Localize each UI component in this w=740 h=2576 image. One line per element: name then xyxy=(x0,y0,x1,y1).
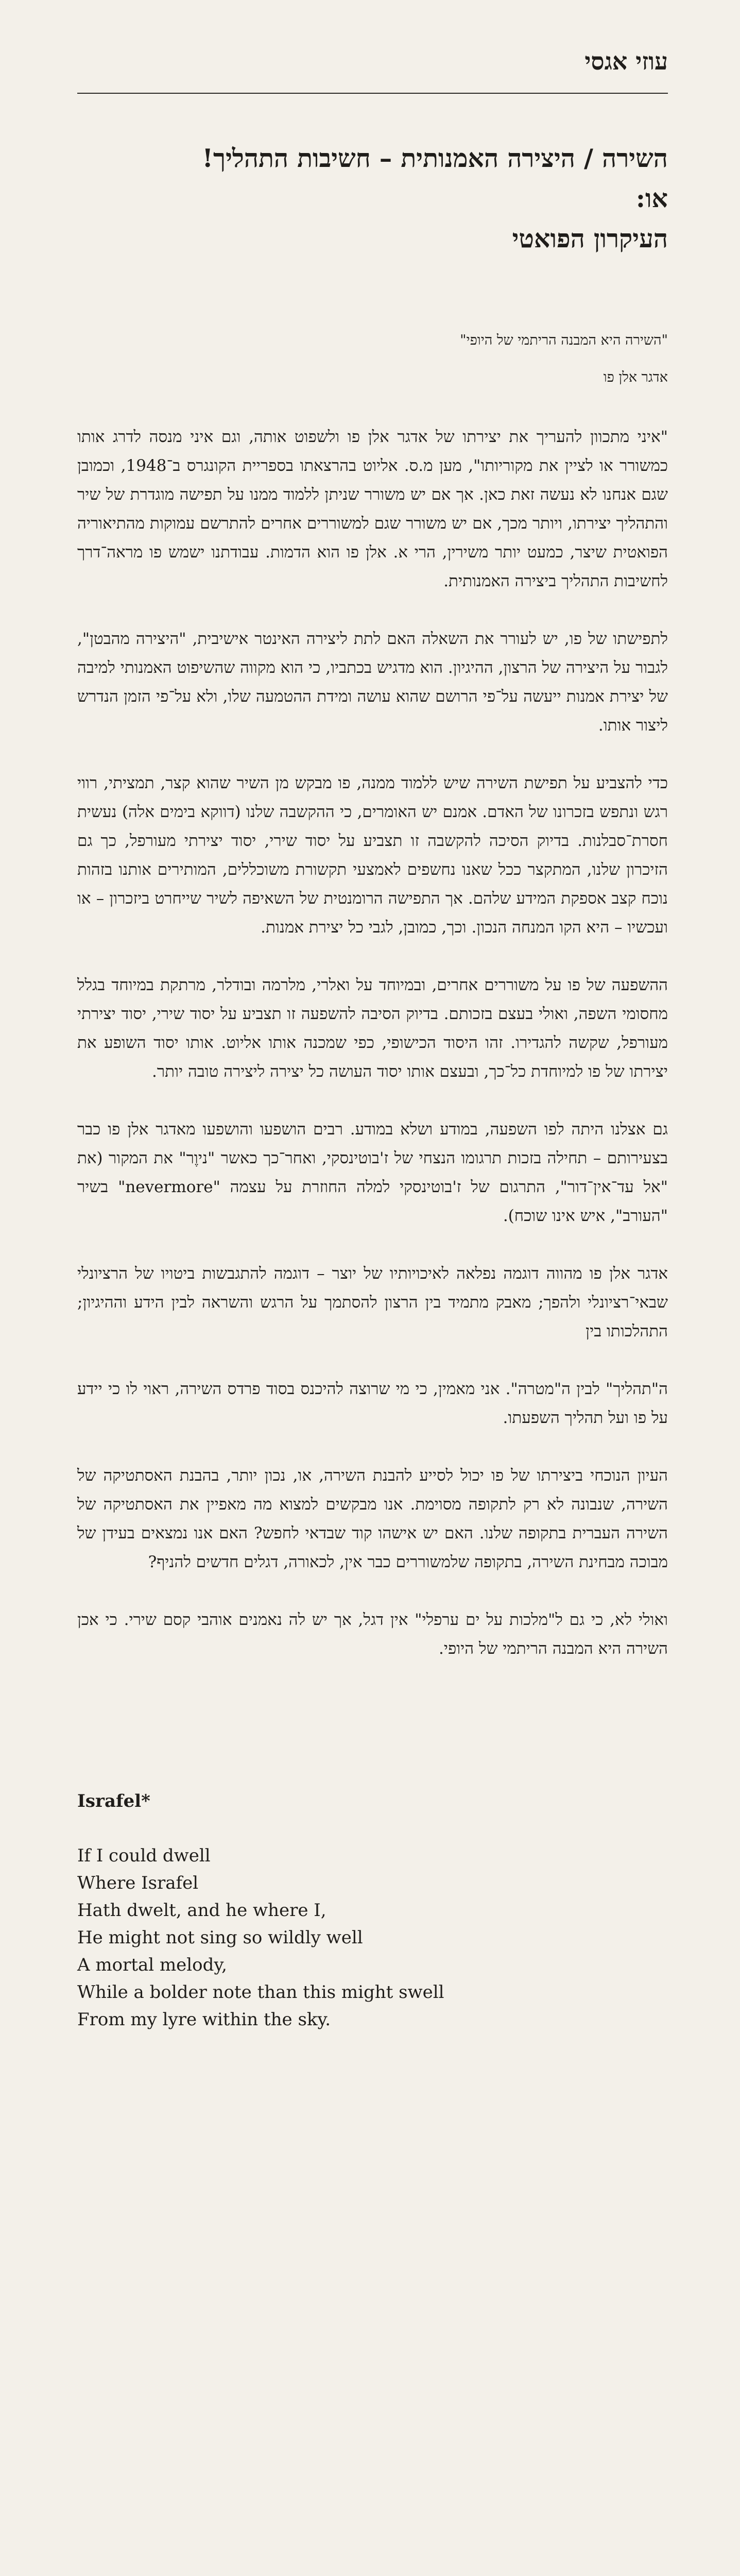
poem-line: From my lyre within the sky. xyxy=(77,2009,331,2030)
body-paragraph-5: גם אצלנו היתה לפו השפעה, במודע ושלא במודע. רבים הושפעו והושפעו מאדגר אלן פו כבר בצעירותם – תחילה בזכות תרגומו הנצחי של ז'בוטינסקי, ואחר־כך כאשר "ניוֶר" את המקור (את "אל עד־אין־דור", התרגום של ז'בוטינסקי למלה החוזרת על עצמה "nevermore" בשיר "העורב", איש אינו שוכח). xyxy=(77,1120,668,1225)
article-body xyxy=(77,422,668,1692)
body-paragraph-6: אדגר אלן פו מהווה דוגמה נפלאה לאיכויותיו של יוצר – דוגמה להתגבשות ביטויו של הרציונלי שבאי־רציונלי ולהפך; מאבק מתמיד בין הרצון להסתמך על הרגש והשראה לבין הידע וההיגיון; התהלכותו בין xyxy=(77,1264,668,1341)
body-paragraph-9: ואולי לא, כי גם ל"מלכות על ים ערפלי" אין דגל, אך יש לה נאמנים אוהבי קסם שירי. כי אכן השירה היא המבנה הריתמי של היופי. xyxy=(77,1611,668,1658)
body-paragraph-8: העיון הנוכחי ביצירתו של פו יכול לסייע להבנת השירה, או, נכון יותר, בהבנת האסתטיקה של השירה, שנבונה לא רק לתקופה מסוימת. אנו מבקשים למצוא מה מאפיין את האסתטיקה של השירה העברית בתקופה שלנו. האם יש אישהו קוד שבדאי לחפש? האם אנו נמצאים בעידן של מבוכה מבחינת השירה, בתקופה שלמשוררים כבר אין, לכאורה, דגלים חדשים להניף? xyxy=(77,1466,668,1571)
header-divider xyxy=(77,93,668,94)
title-line-1: השירה / היצירה האמנותית – חשיבות התהליך! xyxy=(202,143,668,173)
poem-line: A mortal melody, xyxy=(77,1955,227,1975)
poem-line: Hath dwelt, and he where I, xyxy=(77,1900,326,1921)
body-paragraph-3: כדי להצביע על תפישת השירה שיש ללמוד ממנה, פו מבקש מן השיר שהוא קצר, תמציתי, רווי רגש ונתפש בזכרונו של האדם. אמנם יש האומרים, כי ההקשבה שלנו (דווקא בימים אלה) נעשית חסרת־סבלנות. בדיוק הסיכה להקשבה זו תצביע על יסוד שירי, יסוד יצירתי מעורפל, כך גם הזיכרון שלנו, המתקצר ככל שאנו נחשפים לאמצעי תקשורת משוכללים, המותירים אותנו בזהות נוכח קצב אספקת המידע שלהם. אך התפישה הרומנטית של השאיפה לשיר שייחרט ביזכרון – או ועכשיו – היא הקו המנחה הנכון. וכך, כמובן, לגבי כל יצירת אמנות. xyxy=(77,774,668,937)
poem-title: Israfel* xyxy=(77,1791,150,1811)
poem-line: While a bolder note than this might swell xyxy=(77,1982,444,2003)
poem-israfel xyxy=(77,1788,664,2033)
poem-line: If I could dwell xyxy=(77,1845,211,1866)
poem-stanza xyxy=(77,1842,664,2033)
body-paragraph-2: לתפישתו של פו, יש לעורר את השאלה האם לתת ליצירה האינטר אישיבית, "היצירה מהבטן", לגבור על היצירה של הרצון, ההיגיון. הוא מדגיש בכתביו, כי הוא מקווה שהשיפוט האמנותי למיבה של יצירת אמנות ייעשה על־פי הרושם שהוא עושה ומידת ההטמעה שלו, ולא על־פי הזמן הנדרש ליצור אותו. xyxy=(77,630,668,735)
title-line-3: העיקרון הפואטי xyxy=(512,224,668,253)
author-name: עוזי אגסי xyxy=(584,47,668,75)
body-paragraph-7: ה"תהליך" לבין ה"מטרה". אני מאמין, כי מי שרוצה להיכנס בסוד פרדס השירה, ראוי לו כי יידע על פו ועל תהליך השפעתו. xyxy=(77,1380,668,1427)
article-title xyxy=(81,138,668,259)
body-paragraph-1: "איני מתכוון להעריך את יצירתו של אדגר אלן פו ולשפוט אותה, וגם איני מנסה לדרג אותו כמשורר או לציין את מקוריותו", מען מ.ס. אליוט בהרצאתו בספריית הקונגרס ב־1948, וכמובן שגם אנחנו לא נעשה זאת כאן. אך אם יש משורר שניתן ללמוד ממנו על תפישה מוגדרת של שיר והתהליך יצירתו, ויותר מכך, אם יש משורר שגם למשוררים אחרים להתרשם עמוקות מהתיאוריה הפואטית שיצר, כמעט יותר משירין, הרי א. אלן פו הוא הדמות. עבודתנו ישמש פו מראה־דרך לחשיבות התהליך ביצירה האמנותית. xyxy=(77,428,668,590)
poem-line: Where Israfel xyxy=(77,1873,199,1893)
epigraph xyxy=(204,322,668,396)
epigraph-attribution: אדגר אלן פו xyxy=(603,369,668,385)
body-paragraph-4: ההשפעה של פו על משוררים אחרים, ובמיוחד על ואלרי, מלרמה ובודלר, מרתקת במיוחד בגלל מחסומי השפה, ואולי בעצם בזכותם. בדיוק הסיבה להשפעה זו תצביע על יסוד שירי, יסוד יצירתי מעורפל, שקשה להגדירו. זהו היסוד הכישופי, כפי שמכנה אותו אליוט. אותו יסוד השופע את יצירתו של פו למיוחדת כל־כך, ובעצם אותו יסוד העושה כל יצירה ליצירה טובה יותר. xyxy=(77,976,668,1081)
epigraph-quote: "השירה היא המבנה הריתמי של היופי" xyxy=(460,332,668,348)
poem-line: He might not sing so wildly well xyxy=(77,1927,363,1948)
title-line-2: או: xyxy=(635,183,668,213)
